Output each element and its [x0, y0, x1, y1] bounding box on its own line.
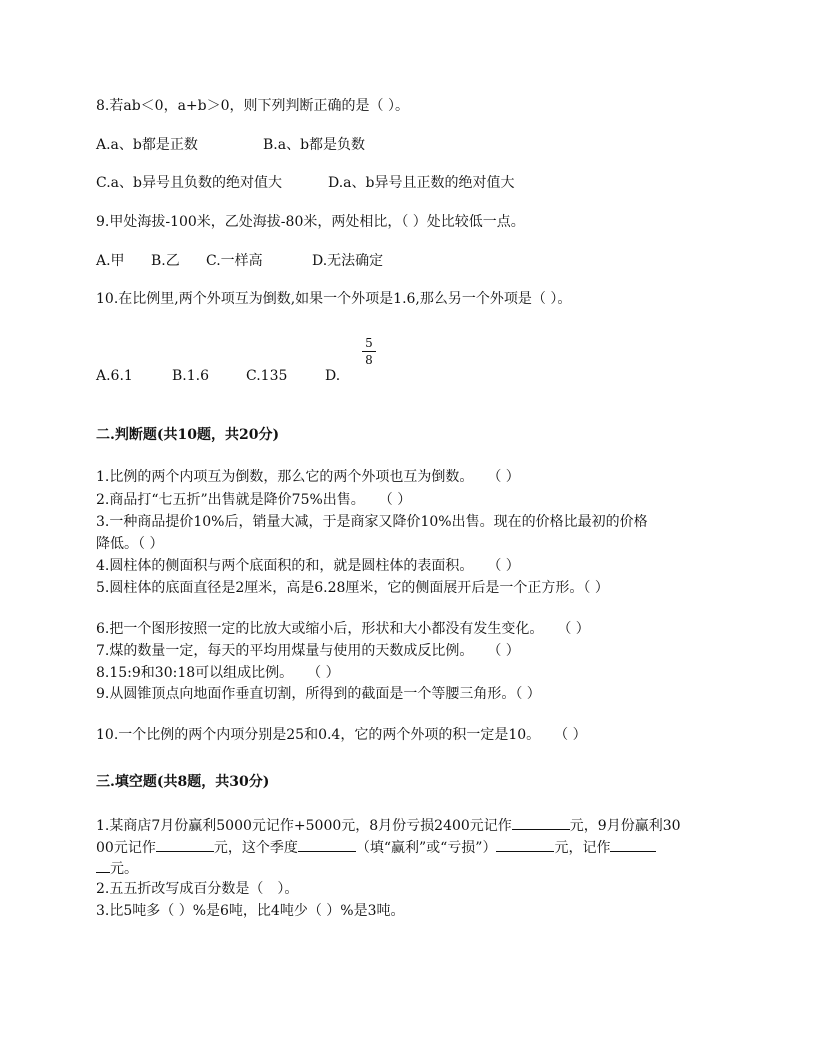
judge-item-9: 9.从圆锥顶点向地面作垂直切割，所得到的截面是一个等腰三角形。（ ）: [96, 686, 541, 702]
option-a: A.6.1: [96, 368, 133, 384]
answer-blank[interactable]: [96, 858, 110, 873]
option-b: B.a、b都是负数: [263, 137, 366, 153]
fill-item-1-line-1: [96, 815, 681, 836]
section-2-title: 二.判断题(共10题，共20分): [96, 427, 280, 443]
judge-item-6: 6.把一个图形按照一定的比放大或缩小后，形状和大小都没有发生变化。 （ ）: [96, 621, 590, 637]
fill-text: 元，这个季度: [213, 840, 298, 856]
fraction-denominator: 8: [365, 353, 373, 367]
judge-item-2: 2.商品打“七五折”出售就是降价75%出售。 （ ）: [96, 492, 412, 508]
question-8-options-row-2: [96, 173, 514, 193]
option-a: A.a、b都是正数: [96, 137, 198, 153]
fraction: [362, 336, 376, 367]
fill-item-2: 2.五五折改写成百分数是（ ）。: [96, 881, 299, 897]
judge-item-3: 3.一种商品提价10%后，销量大减，于是商家又降价10%出售。现在的价格比最初的价格: [96, 514, 648, 530]
question-8-stem: 8.若ab＜0，a+b＞0，则下列判断正确的是（ ）。: [96, 98, 409, 114]
answer-blank[interactable]: [610, 837, 656, 852]
fill-text: 1.某商店7月份赢利5000元记作+5000元，8月份亏损2400元记作: [96, 818, 512, 834]
option-c: C.135: [246, 368, 288, 384]
fill-text: 00元记作: [96, 840, 156, 856]
answer-blank[interactable]: [496, 837, 554, 852]
fraction-bar: [362, 351, 376, 352]
fraction-numerator: 5: [365, 336, 373, 350]
question-9-stem: 9.甲处海拔-100米，乙处海拔-80米，两处相比，（ ）处比较低一点。: [96, 214, 525, 230]
option-a: A.甲: [96, 253, 125, 269]
fill-text: 元，记作: [554, 840, 611, 856]
fill-text: （填“赢利”或“亏损”）: [355, 840, 497, 856]
section-3-title: 三.填空题(共8题，共30分): [96, 774, 270, 790]
fill-item-1-line-3: [96, 858, 138, 879]
option-d: D.a、b异号且正数的绝对值大: [328, 175, 515, 191]
judge-item-5: 5.圆柱体的底面直径是2厘米，高是6.28厘米，它的侧面展开后是一个正方形。（ ）: [96, 580, 609, 596]
option-c: C.一样高: [206, 253, 263, 269]
answer-blank[interactable]: [298, 837, 356, 852]
fill-text: 元，9月份赢利30: [569, 818, 681, 834]
question-9-options: [96, 251, 383, 271]
judge-item-1: 1.比例的两个内项互为倒数，那么它的两个外项也互为倒数。 （ ）: [96, 469, 520, 485]
judge-item-10: 10.一个比例的两个内项分别是25和0.4，它的两个外项的积一定是10。 （ ）: [96, 727, 587, 743]
fill-item-3: 3.比5吨多（ ）%是6吨，比4吨少（ ）%是3吨。: [96, 903, 405, 919]
option-b: B.乙: [151, 253, 180, 269]
fill-item-1-line-2: [96, 837, 656, 858]
question-10-options: [96, 366, 340, 386]
option-c: C.a、b异号且负数的绝对值大: [96, 175, 282, 191]
option-b: B.1.6: [172, 368, 210, 384]
question-8-options-row-1: [96, 135, 365, 155]
question-10-stem: 10.在比例里,两个外项互为倒数,如果一个外项是1.6,那么另一个外项是（ ）。: [96, 291, 572, 307]
judge-item-8: 8.15:9和30:18可以组成比例。 （ ）: [96, 665, 340, 681]
fill-text: 元。: [110, 861, 138, 877]
judge-item-3-continued: 降低。（ ）: [96, 536, 164, 552]
judge-item-7: 7.煤的数量一定，每天的平均用煤量与使用的天数成反比例。 （ ）: [96, 643, 520, 659]
answer-blank[interactable]: [512, 815, 570, 830]
answer-blank[interactable]: [156, 837, 214, 852]
judge-item-4: 4.圆柱体的侧面积与两个底面积的和，就是圆柱体的表面积。 （ ）: [96, 558, 520, 574]
option-d: D.无法确定: [312, 253, 384, 269]
option-d: D.: [325, 368, 341, 384]
